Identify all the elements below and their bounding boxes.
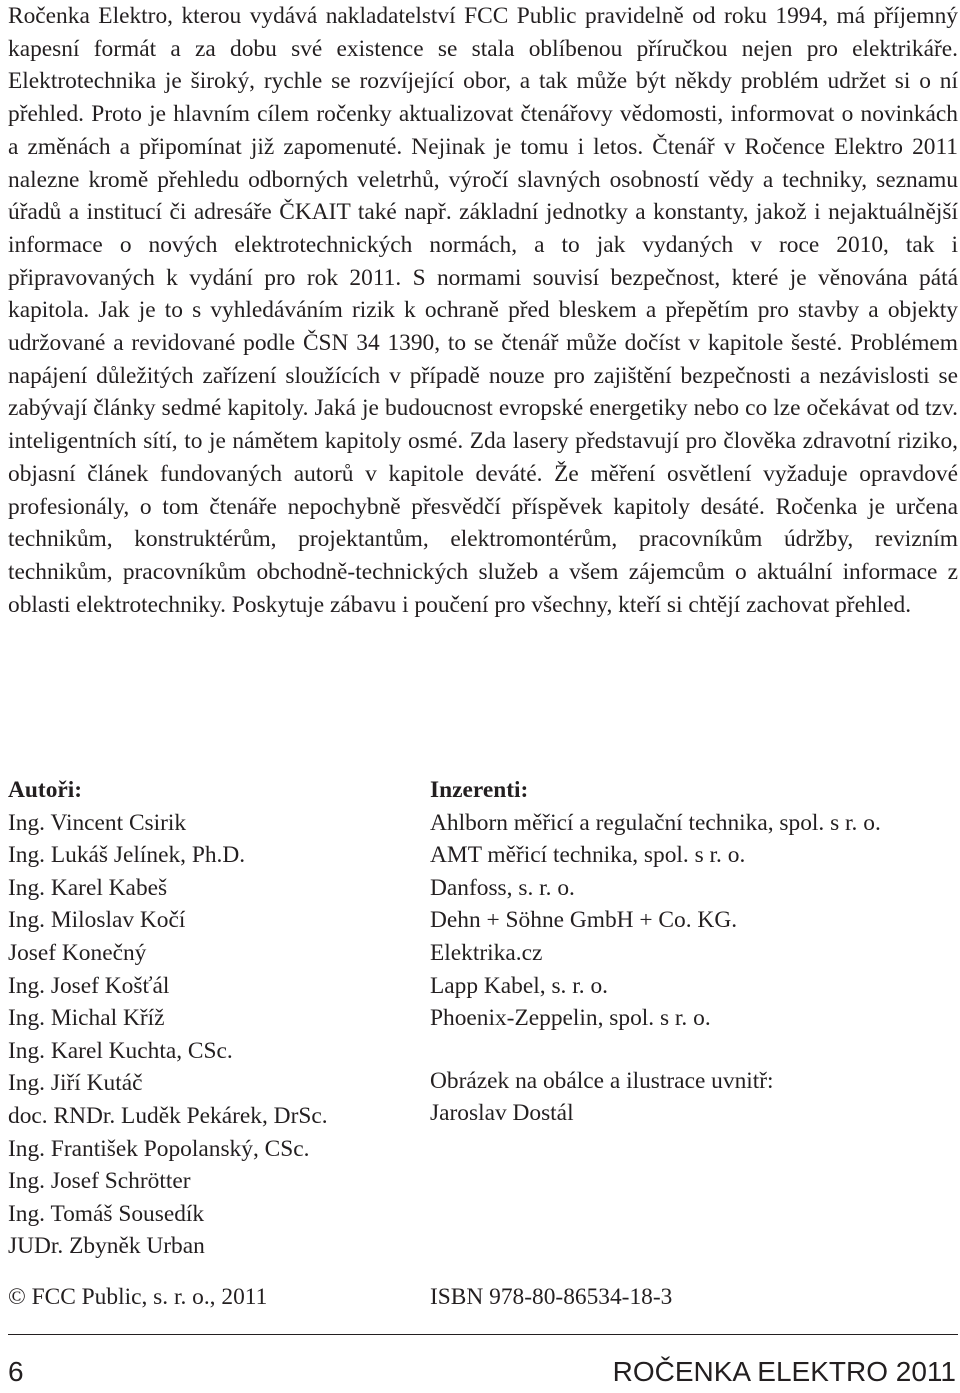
copyright: © FCC Public, s. r. o., 2011 [8,1284,268,1310]
authors-section [8,774,418,1263]
list-item: AMT měřicí technika, spol. s r. o. [430,842,746,869]
authors-list [8,807,418,1263]
list-item: Ing. Josef Schrötter [8,1168,191,1195]
list-item: Ing. Michal Kříž [8,1005,165,1032]
list-item: Elektrika.cz [430,939,543,966]
isbn: ISBN 978-80-86534-18-3 [430,1284,673,1310]
authors-heading: Autoři: [8,777,83,803]
list-item: Ing. Miloslav Kočí [8,907,186,934]
spacer [430,1035,958,1065]
advertisers-section [430,774,958,1130]
list-item: doc. RNDr. Luděk Pekárek, DrSc. [8,1102,328,1129]
list-item: Ing. Josef Košťál [8,972,170,999]
list-item: Ing. František Popolanský, CSc. [8,1135,310,1162]
advertisers-heading: Inzerenti: [430,777,529,803]
list-item: Ing. Tomáš Sousedík [8,1200,205,1227]
page-number: 6 [8,1356,24,1387]
list-item: Ahlborn měřicí a regulační technika, spol. s r. o. [430,809,881,836]
list-item: Danfoss, s. r. o. [430,874,575,901]
list-item: Ing. Lukáš Jelínek, Ph.D. [8,842,246,869]
intro-paragraph: Ročenka Elektro, kterou vydává nakladatelství FCC Public pravidelně od roku 1994, má příjemný kapesní formát a za dobu své existence se stala oblíbenou příručkou nejen pro elektrikáře. Elektrotechnika je široký, rychle se rozvíjející obor, a tak může být někdy problém udržet si o ní přehled. Proto je hlavním cílem ročenky aktualizovat čtenářovy vědomosti, informovat o novinkách a změnách a připomínat již zapomenuté. Nejinak je tomu i letos. Čtenář v Ročence Elektro 2011 nalezne kromě přehledu odborných veletrhů, výročí slavných osobností vědy a techniky, seznamu úřadů a institucí či adresáře ČKAIT také např. základní jednotky a konstanty, jakož i nejaktuálnější informace o nových elektrotechnických normách, a to jak vydaných v roce 2010, tak i připravovaných k vydání pro rok 2011. S normami souvisí bezpečnost, které je věnována pátá kapitola. Jak je to s vyhledáváním rizik k ochraně před bleskem a přepětím pro stavby a objekty udržované a revidované podle ČSN 34 1390, to se čtenář může dočíst v kapitole šesté. Problémem napájení důležitých zařízení sloužících v případě nouze pro zajištění bezpečnosti a nezávislosti se zabývají články sedmé kapitoly. Jaká je budoucnost evropské energetiky nebo co lze očekávat od tzv. inteligentních sítí, to je námětem kapitoly osmé. Zda lasery představují pro člověka zdravotní riziko, objasní článek fundovaných autorů v kapitole deváté. Že měření osvětlení vyžaduje opravdové profesionály, o tom čtenáře nepochybně přesvědčí příspěvek kapitoly desáté. Ročenka je určena technikům, konstruktérům, projektantům, elektromontérům, pracovníkům údržby, revizním technikům, pracovníkům obchodně-technických služeb a všem zájemcům o aktuální informace z oblasti elektrotechniky. Poskytuje zábavu i poučení pro všechny, kteří si chtějí zachovat přehled. [8,3,958,618]
list-item: Dehn + Söhne GmbH + Co. KG. [430,907,738,934]
footer-rule [8,1334,958,1335]
list-item: Josef Konečný [8,939,147,966]
illustrations-label: Obrázek na obálce a ilustrace uvnitř: [430,1067,774,1094]
running-title: ROČENKA ELEKTRO 2011 [612,1356,956,1387]
list-item: Ing. Karel Kuchta, CSc. [8,1037,233,1064]
list-item: JUDr. Zbyněk Urban [8,1233,205,1260]
list-item: Ing. Karel Kabeš [8,874,168,901]
illustrations-name: Jaroslav Dostál [430,1100,574,1127]
list-item: Lapp Kabel, s. r. o. [430,972,608,999]
list-item: Ing. Jiří Kutáč [8,1070,143,1097]
advertisers-list [430,807,958,1035]
list-item: Phoenix-Zeppelin, spol. s r. o. [430,1005,711,1032]
list-item: Ing. Vincent Csirik [8,809,187,836]
